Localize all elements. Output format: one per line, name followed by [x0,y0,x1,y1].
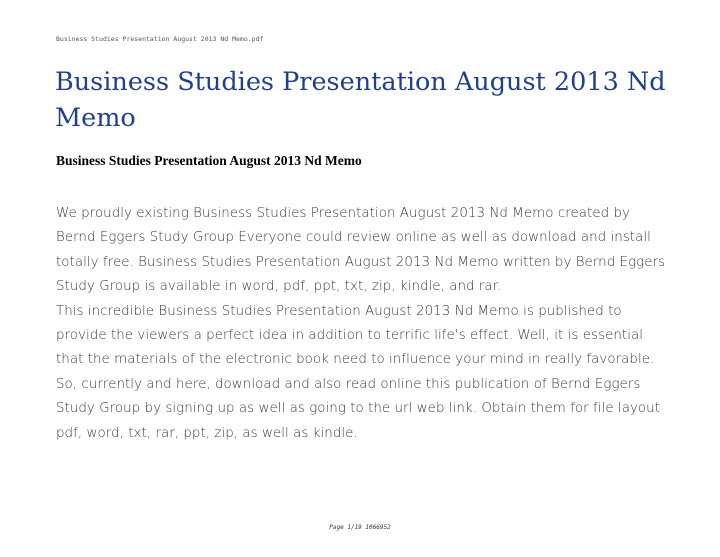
file-name-header: Business Studies Presentation August 2013 Nd Memo.pdf [56,35,264,43]
document-title: Business Studies Presentation August 2013 Nd Memo [55,67,666,133]
body-paragraph: This incredible Business Studies Presentation August 2013 Nd Memo is published to provide the viewers a perfect idea in addition to terrific life's effect. Well, it is essential that the materials of the electronic book need to influence your mind in really favorable. So, currently and here, download and also read online this publication of Bernd Eggers Study Group by signing up as well as going to the url web link. Obtain them for file layout pdf, word, txt, rar, ppt, zip, as well as kindle. [56,303,661,441]
document-body [56,202,670,446]
document-subtitle: Business Studies Presentation August 2013 Nd Memo [56,153,362,168]
body-paragraph: We proudly existing Business Studies Presentation August 2013 Nd Memo created by Bernd Eggers Study Group Everyone could review online as well as download and install totally free. Business Studies Presentation August 2013 Nd Memo written by Bernd Eggers Study Group is available in word, pdf, ppt, txt, zip, kindle, and rar. [56,206,666,295]
page-footer: Page 1/19 1066952 [329,524,391,531]
